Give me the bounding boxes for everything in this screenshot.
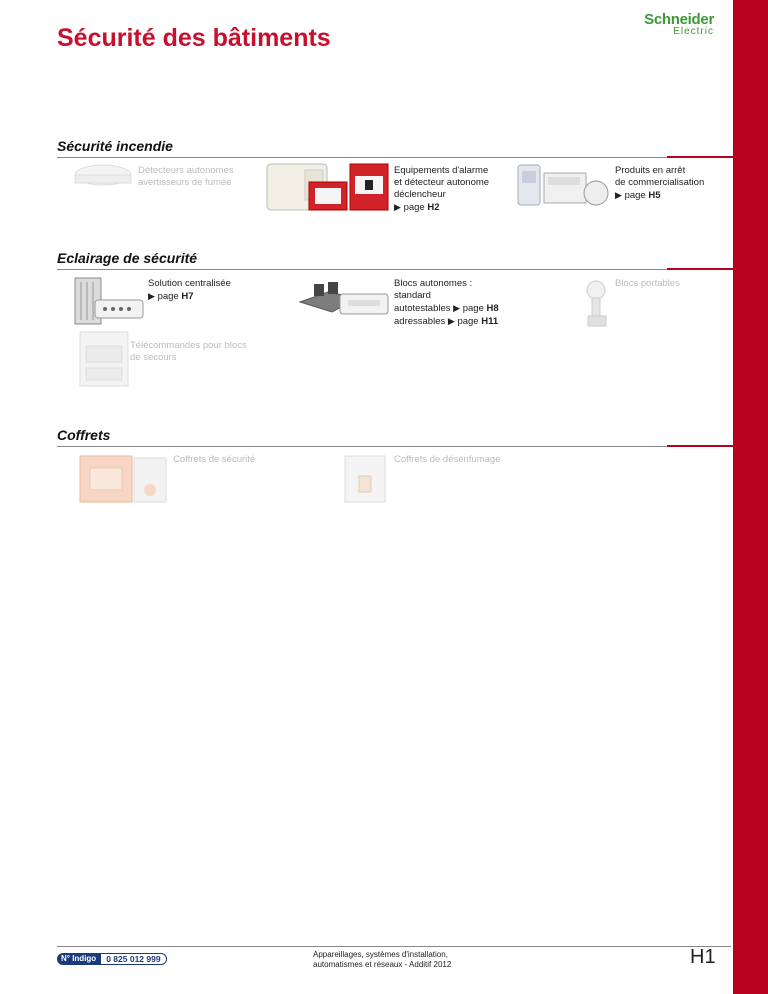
page-link-h7[interactable]: ▶ page H7 [148, 291, 194, 302]
page-link-h5[interactable]: ▶ page H5 [615, 190, 661, 201]
indigo-phone-badge[interactable] [57, 953, 167, 965]
autonomous-blocks-image [298, 278, 390, 318]
page-link-h11[interactable]: adressables ▶ page H11 [394, 316, 499, 327]
indigo-label: N° Indigo [57, 953, 100, 965]
remote-control-image [78, 330, 130, 388]
section-rule-accent [667, 268, 733, 270]
play-arrow-icon: ▶ [453, 303, 461, 313]
side-color-bar [733, 0, 768, 994]
item-blocs-autonomes: Blocs autonomes : standard autotestables ▶ page H8 adressables ▶ page H11 [394, 278, 499, 327]
indigo-number: 0 825 012 999 [100, 953, 166, 965]
section-title-coffrets: Coffrets [57, 427, 111, 443]
item-blocs-portables: Blocs portables [615, 278, 680, 289]
page-number: H1 [690, 946, 716, 968]
discontinued-products-image [516, 163, 611, 208]
section-rule-accent [667, 445, 733, 447]
alarm-equipment-image [265, 160, 390, 212]
play-arrow-icon: ▶ [148, 291, 155, 301]
item-telecommandes: Télécommandes pour blocs de secours [130, 340, 247, 363]
logo-sub: Electric [673, 26, 714, 37]
item-detecteurs: Détecteurs autonomes avertisseurs de fumée [138, 165, 234, 188]
item-produits-arret: Produits en arrêt de commercialisation ▶ page H5 [615, 165, 705, 201]
section-rule [57, 446, 667, 447]
portable-block-image [582, 278, 612, 328]
smoke-detector-image [73, 163, 133, 191]
play-arrow-icon: ▶ [447, 316, 455, 326]
play-arrow-icon: ▶ [394, 202, 401, 212]
item-solution-centralisee: Solution centralisée ▶ page H7 [148, 278, 231, 302]
section-rule [57, 269, 667, 270]
schneider-logo [636, 12, 714, 37]
item-coffrets-securite: Coffrets de sécurité [173, 454, 256, 465]
logo-brand: Schneider [644, 11, 714, 28]
footer-catalog-title: Appareillages, systèmes d'installation, automatismes et réseaux - Additif 2012 [313, 950, 452, 969]
section-title-securite-incendie: Sécurité incendie [57, 138, 173, 154]
page-link-h2[interactable]: ▶ page H2 [394, 202, 440, 213]
item-equipements-alarme: Equipements d'alarme et détecteur autonome déclencheur ▶ page H2 [394, 165, 490, 213]
section-title-eclairage: Eclairage de sécurité [57, 250, 198, 266]
item-coffrets-desenfumage: Coffrets de désenfumage [394, 454, 501, 465]
central-system-image [73, 276, 145, 328]
section-rule [57, 157, 667, 158]
page-title: Sécurité des bâtiments [57, 24, 331, 52]
smoke-extraction-box-image [343, 452, 388, 504]
play-arrow-icon: ▶ [615, 190, 622, 200]
page-link-h8[interactable]: autotestables ▶ page H8 [394, 303, 499, 314]
section-rule-accent [667, 156, 733, 158]
security-box-image [78, 452, 170, 504]
footer-rule [57, 946, 731, 947]
